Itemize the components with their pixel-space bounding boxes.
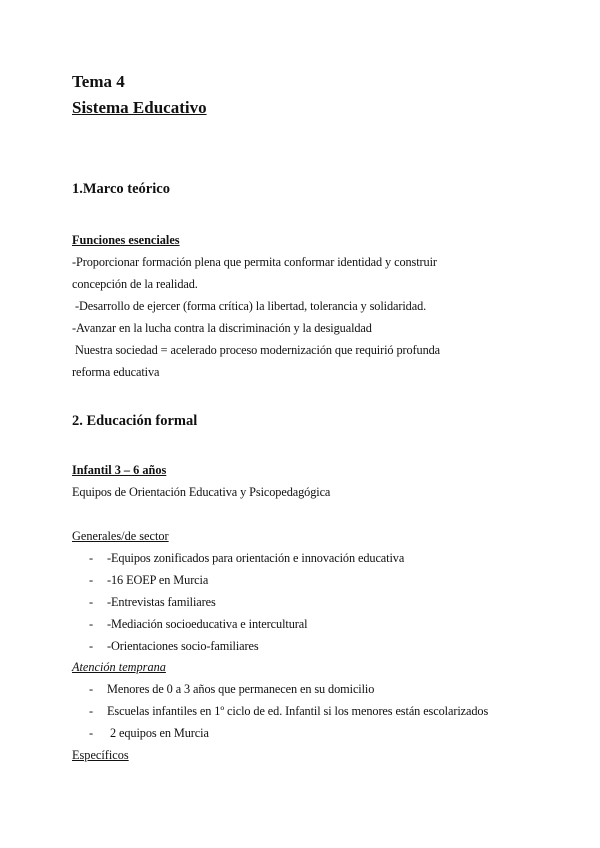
list-bullet: - xyxy=(89,682,94,696)
infantil-text: Equipos de Orientación Educativa y Psicopedagógica xyxy=(72,485,331,499)
atencion-item: Menores de 0 a 3 años que permanecen en su domicilio xyxy=(107,682,375,696)
document-title-topic: Tema 4 xyxy=(72,72,125,91)
funciones-line: -Avanzar en la lucha contra la discriminación y la desigualdad xyxy=(72,321,372,335)
generales-item: -16 EOEP en Murcia xyxy=(107,573,209,587)
especificos-heading: Específicos xyxy=(72,748,129,762)
infantil-heading: Infantil 3 – 6 años xyxy=(72,463,167,477)
document-title: Sistema Educativo xyxy=(72,98,207,117)
funciones-heading: Funciones esenciales xyxy=(72,233,180,247)
atencion-item: Escuelas infantiles en 1º ciclo de ed. Infantil si los menores están escolarizados xyxy=(107,704,489,718)
generales-item: -Entrevistas familiares xyxy=(107,595,216,609)
atencion-item: 2 equipos en Murcia xyxy=(107,726,209,740)
list-bullet: - xyxy=(89,617,94,631)
generales-heading: Generales/de sector xyxy=(72,529,169,543)
funciones-line: reforma educativa xyxy=(72,365,160,379)
list-bullet: - xyxy=(89,573,94,587)
funciones-line: -Desarrollo de ejercer (forma crítica) la libertad, tolerancia y solidaridad. xyxy=(72,299,427,313)
list-bullet: - xyxy=(89,704,94,718)
atencion-temprana-heading: Atención temprana xyxy=(72,660,166,674)
section-2-heading: 2. Educación formal xyxy=(72,413,198,429)
funciones-line: concepción de la realidad. xyxy=(72,277,198,291)
generales-item: -Equipos zonificados para orientación e innovación educativa xyxy=(107,551,405,565)
list-bullet: - xyxy=(89,595,94,609)
funciones-line: Nuestra sociedad = acelerado proceso modernización que requirió profunda xyxy=(72,343,441,357)
generales-item: -Orientaciones socio-familiares xyxy=(107,639,259,653)
generales-item: -Mediación socioeducativa e intercultural xyxy=(107,617,308,631)
list-bullet: - xyxy=(89,551,94,565)
funciones-line: -Proporcionar formación plena que permita conformar identidad y construir xyxy=(72,255,437,269)
list-bullet: - xyxy=(89,639,94,653)
list-bullet: - xyxy=(89,726,94,740)
section-1-heading: 1.Marco teórico xyxy=(72,181,170,197)
